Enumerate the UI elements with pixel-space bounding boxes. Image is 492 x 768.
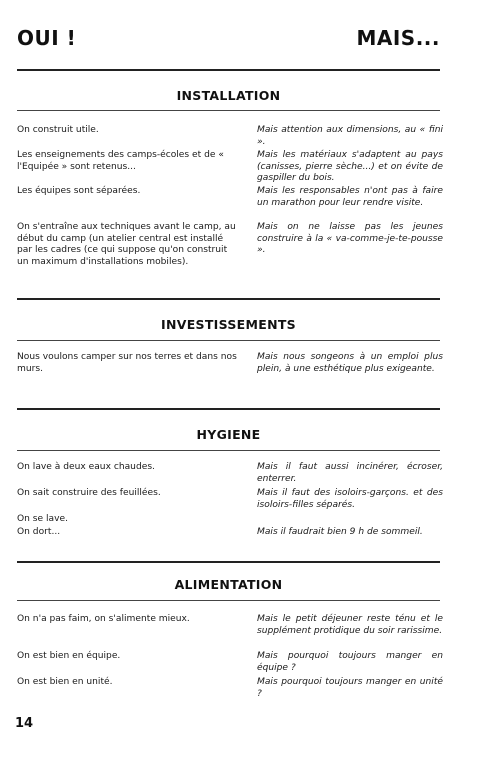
header-oui: OUI ! (17, 26, 77, 50)
installation-mais-1: Mais attention aux dimensions, au « fini ». (257, 125, 443, 147)
alimentation-oui-1: On n'a pas faim, on s'alimente mieux. (17, 614, 190, 624)
section-title-hygiene: HYGIENE (196, 427, 261, 442)
section-divider (17, 408, 440, 410)
section-subrule (17, 450, 440, 451)
investissements-mais-1: Mais nous songeons à un emploi plus plein, à une esthétique plus exigeante. (257, 352, 443, 374)
page-number: 14 (15, 716, 34, 731)
section-divider (17, 298, 440, 300)
section-subrule (17, 600, 440, 601)
section-subrule (17, 340, 440, 341)
alimentation-mais-2: Mais pourquoi toujours manger en équipe ? (257, 651, 443, 673)
installation-mais-3: Mais les responsables n'ont pas à faire un marathon pour leur rendre visite. (257, 186, 443, 208)
investissements-oui-1: Nous voulons camper sur nos terres et dans nos murs. (17, 352, 237, 374)
hygiene-oui-1: On lave à deux eaux chaudes. (17, 462, 155, 472)
alimentation-mais-3: Mais pourquoi toujours manger en unité ? (257, 677, 443, 699)
hygiene-mais-2: Mais il faut des isoloirs-garçons. et des isoloirs-filles séparés. (257, 488, 443, 510)
installation-oui-3: Les équipes sont séparées. (17, 186, 141, 196)
alimentation-oui-2: On est bien en équipe. (17, 651, 121, 661)
header-mais: MAIS... (356, 26, 440, 50)
hygiene-mais-3: Mais il faudrait bien 9 h de sommeil. (257, 527, 423, 537)
section-divider (17, 561, 440, 563)
hygiene-oui-4: On dort... (17, 527, 61, 537)
section-title-alimentation: ALIMENTATION (174, 577, 283, 592)
installation-mais-2: Mais les matériaux s'adaptent au pays (canisses, pierre sèche...) et on évite de gaspiller du bois. (257, 150, 443, 183)
section-title-installation: INSTALLATION (176, 88, 281, 103)
installation-mais-4: Mais on ne laisse pas les jeunes construire à la « va-comme-je-te-pousse ». (257, 222, 443, 255)
section-subrule (17, 110, 440, 111)
installation-oui-4: On s'entraîne aux techniques avant le camp, au début du camp (un atelier central est installé par les cadres (ce qui suppose qu'on construit un maximum d'installations mobiles). (17, 222, 236, 267)
installation-oui-2: Les enseignements des camps-écoles et de « l'Equipée » sont retenus... (17, 150, 224, 172)
section-title-investissements: INVESTISSEMENTS (161, 317, 296, 332)
alimentation-mais-1: Mais le petit déjeuner reste ténu et le supplément protidique du soir rarissime. (257, 614, 443, 636)
installation-oui-1: On construit utile. (17, 125, 99, 135)
hygiene-mais-1: Mais il faut aussi incinérer, écroser, enterrer. (257, 462, 443, 484)
hygiene-oui-3: On se lave. (17, 514, 69, 524)
section-divider (17, 69, 440, 71)
alimentation-oui-3: On est bien en unité. (17, 677, 113, 687)
hygiene-oui-2: On sait construire des feuillées. (17, 488, 161, 498)
